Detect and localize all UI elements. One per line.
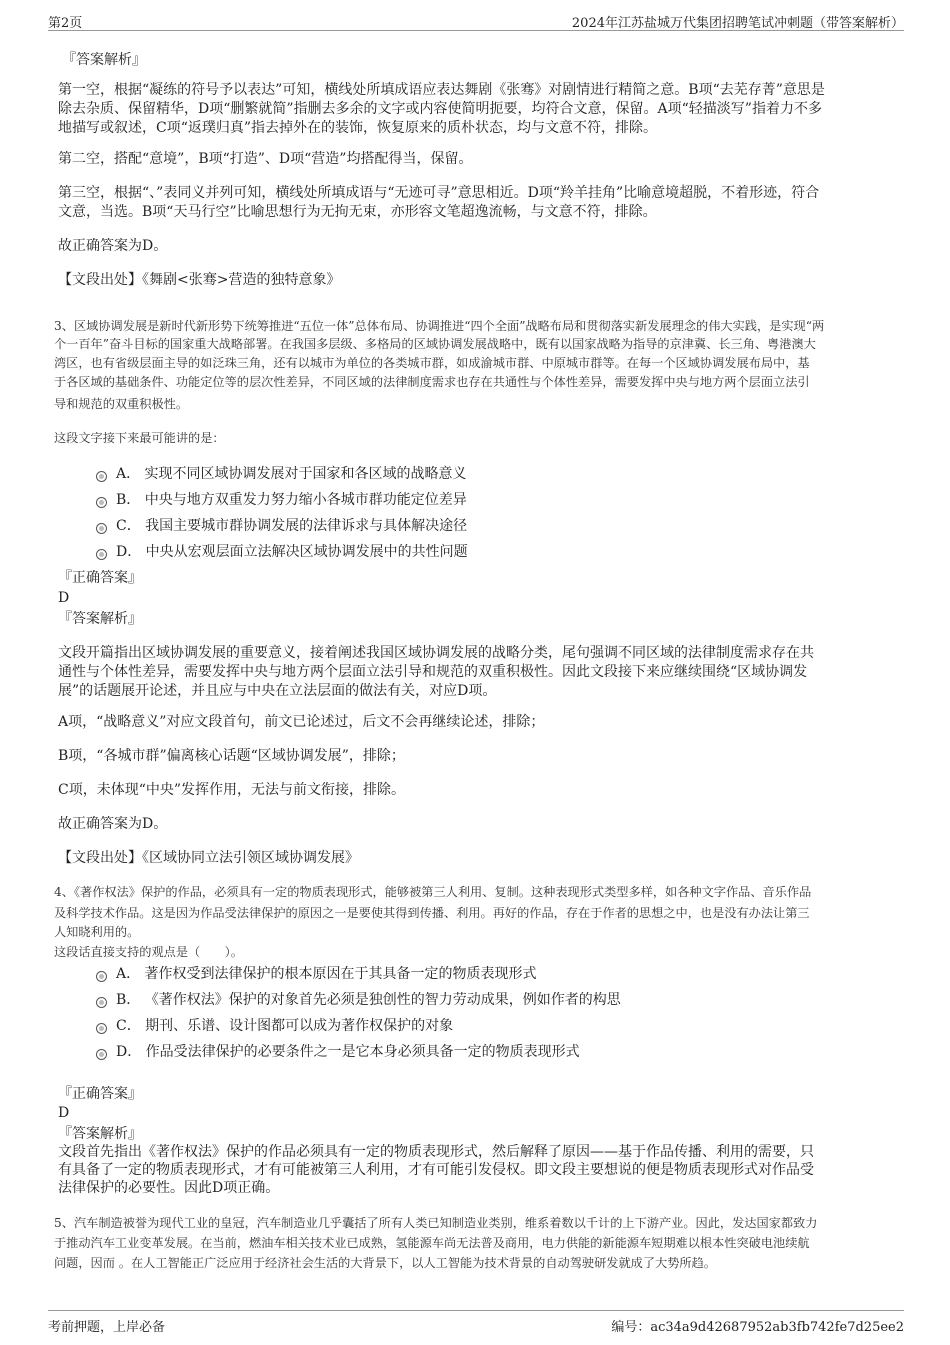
radio-button[interactable]	[96, 471, 107, 482]
q2-analysis-line: 地描写或叙述，C项“返璞归真”指去掉外在的装饰，恢复原来的质朴状态，均与文意不符，排除。	[58, 120, 658, 136]
option-label: D． 中央从宏观层面立法解决区域协调发展中的共性问题	[116, 544, 468, 560]
q3-analysis-line: 展”的话题展开论述，并且应与中央在立法层面的做法有关，对应D项。	[58, 683, 497, 699]
q3-analysis-line: A项，“战略意义”对应文段首句，前文已论述过，后文不会再继续论述，排除；	[58, 714, 545, 730]
q2-analysis-line: 除去杂质、保留精华，D项“删繁就简”指删去多余的文字或内容使简明扼要，均符合文意，保留。A项“轻描淡写”指着力不多	[58, 101, 822, 117]
q2-source: 【文段出处】《舞剧<张骞>营造的独特意象》	[58, 272, 341, 288]
q3-option-b[interactable]	[96, 492, 696, 510]
q4-stem-line: 4、《著作权法》保护的作品，必须具有一定的物质表现形式，能够被第三人利用、复制。这种表现形式类型多样，如各种文字作品、音乐作品	[54, 885, 812, 899]
option-label: B． 中央与地方双重发力努力缩小各城市群功能定位差异	[116, 492, 467, 508]
option-label: C． 我国主要城市群协调发展的法律诉求与具体解决途径	[116, 518, 468, 534]
option-label: A． 实现不同区域协调发展对于国家和各区域的战略意义	[116, 466, 467, 482]
q4-option-d[interactable]	[96, 1044, 696, 1062]
q3-stem-line: 导和规范的双重积极性。	[54, 397, 189, 411]
radio-button[interactable]	[96, 497, 107, 508]
q3-source: 【文段出处】《区域协同立法引领区域协调发展》	[58, 850, 359, 866]
q4-option-a[interactable]	[96, 966, 696, 984]
q3-option-a[interactable]	[96, 466, 696, 484]
q4-analysis-line: 法律保护的必要性。因此D项正确。	[58, 1180, 280, 1196]
q2-analysis-line: 第一空，根据“凝练的符号予以表达”可知，横线处所填成语应表达舞剧《张骞》对剧情进行精简之意。B项“去芜存菁”意思是	[58, 82, 825, 98]
q4-correct-heading: 『正确答案』	[58, 1086, 142, 1102]
radio-button[interactable]	[96, 997, 107, 1008]
q4-correct-answer: D	[58, 1105, 70, 1121]
q4-analysis-line: 有具备了一定的物质表现形式，才有可能被第三人利用，才有可能引发侵权。即文段主要想说的便是物质表现形式对作品受	[58, 1162, 814, 1178]
q3-question: 这段文字接下来最可能讲的是：	[54, 431, 225, 445]
q3-analysis-line: B项，“各城市群”偏离核心话题“区域协调发展”，排除；	[58, 748, 405, 764]
page-footer	[48, 1310, 904, 1341]
q2-analysis-heading: 『答案解析』	[62, 52, 146, 68]
q4-stem-line: 及科学技术作品。这是因为作品受法律保护的原因之一是要使其得到传播、利用。再好的作品，存在于作者的思想之中，也是没有办法让第三	[54, 906, 810, 920]
q3-stem-line: 湾区，也有省级层面主导的如泛珠三角，还有以城市为单位的各类城市群，如成渝城市群、中原城市群等。在每一个区域协调发展布局中，基	[54, 356, 810, 370]
q4-analysis-heading: 『答案解析』	[58, 1126, 142, 1142]
q4-stem-line: 人知晓利用的。	[54, 925, 140, 939]
q3-stem-line: 于各区域的基础条件、功能定位等的层次性差异，不同区域的法律制度需求也存在共通性与个体性差异，需要发挥中央与地方两个层面立法引	[54, 375, 810, 389]
q4-question: 这段话直接支持的观点是（ ）。	[54, 945, 243, 959]
q4-option-c[interactable]	[96, 1018, 696, 1036]
q2-conclusion: 故正确答案为D。	[58, 238, 168, 254]
q3-analysis-heading: 『答案解析』	[58, 611, 142, 627]
q4-analysis-line: 文段首先指出《著作权法》保护的作品必须具有一定的物质表现形式，然后解释了原因——基于作品传播、利用的需要，只	[58, 1144, 814, 1160]
radio-button[interactable]	[96, 549, 107, 560]
option-label: C． 期刊、乐谱、设计图都可以成为著作权保护的对象	[116, 1018, 454, 1034]
q2-analysis-line: 第三空，根据“、”表同义并列可知，横线处所填成语与“无迹可寻”意思相近。D项“羚羊挂角”比喻意境超脱，不着形迹，符合	[58, 185, 820, 201]
q2-analysis-line: 文意，当选。B项“天马行空”比喻思想行为无拘无束，亦形容文笔超逸流畅，与文意不符，排除。	[58, 204, 657, 220]
q3-analysis-line: 通性与个体性差异，需要发挥中央与地方两个层面立法引导和规范的双重积极性。因此文段接下来应继续围绕“区域协调发	[58, 664, 808, 680]
radio-button[interactable]	[96, 1023, 107, 1034]
radio-button[interactable]	[96, 523, 107, 534]
q3-option-d[interactable]	[96, 544, 696, 562]
q2-analysis-line: 第二空，搭配“意境”，B项“打造”、D项“营造”均搭配得当，保留。	[58, 151, 473, 167]
q3-correct-heading: 『正确答案』	[58, 570, 142, 586]
q4-option-b[interactable]	[96, 992, 696, 1010]
option-label: B． 《著作权法》保护的对象首先必须是独创性的智力劳动成果，例如作者的构思	[116, 992, 621, 1008]
option-label: D． 作品受法律保护的必要条件之一是它本身必须具备一定的物质表现形式	[116, 1044, 580, 1060]
radio-button[interactable]	[96, 971, 107, 982]
q3-correct-answer: D	[58, 590, 70, 606]
q3-analysis-line: C项，未体现“中央”发挥作用，无法与前文衔接，排除。	[58, 782, 406, 798]
document-title: 2024年江苏盐城万代集团招聘笔试冲刺题（带答案解析）	[571, 16, 904, 31]
q5-stem-line: 于推动汽车工业变革发展。在当前，燃油车相关技术业已成熟，氢能源车尚无法普及商用，电力供能的新能源车短期难以根本性突破电池续航	[54, 1236, 810, 1250]
page-header	[48, 8, 904, 31]
option-label: A． 著作权受到法律保护的根本原因在于其具备一定的物质表现形式	[116, 966, 537, 982]
radio-button[interactable]	[96, 1049, 107, 1060]
q3-conclusion: 故正确答案为D。	[58, 816, 168, 832]
q3-stem-line: 个一百年”奋斗目标的国家重大战略部署。在我国多层级、多格局的区域协调发展战略中，既有以国家战略为指导的京津冀、长三角、粤港澳大	[54, 337, 816, 351]
q3-option-c[interactable]	[96, 518, 696, 536]
q3-analysis-line: 文段开篇指出区域协调发展的重要意义，接着阐述我国区域协调发展的战略分类，尾句强调不同区域的法律制度需求存在共	[58, 645, 814, 661]
q3-stem-line: 3、区域协调发展是新时代新形势下统筹推进“五位一体”总体布局、协调推进“四个全面”战略布局和贯彻落实新发展理念的伟大实践，是实现“两	[54, 319, 825, 333]
page-number: 第2页	[48, 16, 83, 31]
q5-stem-line: 问题，因而 。在人工智能正广泛应用于经济社会生活的大背景下，以人工智能为技术背景的自动驾驶研发就成了大势所趋。	[54, 1256, 716, 1270]
document-id: 编号：ac34a9d42687952ab3fb742fe7d25ee2	[611, 1320, 904, 1335]
footer-slogan: 考前押题，上岸必备	[48, 1320, 166, 1335]
q5-stem-line: 5、汽车制造被誉为现代工业的皇冠，汽车制造业几乎囊括了所有人类已知制造业类别，维系着数以千计的上下游产业。因此，发达国家都致力	[54, 1216, 818, 1230]
